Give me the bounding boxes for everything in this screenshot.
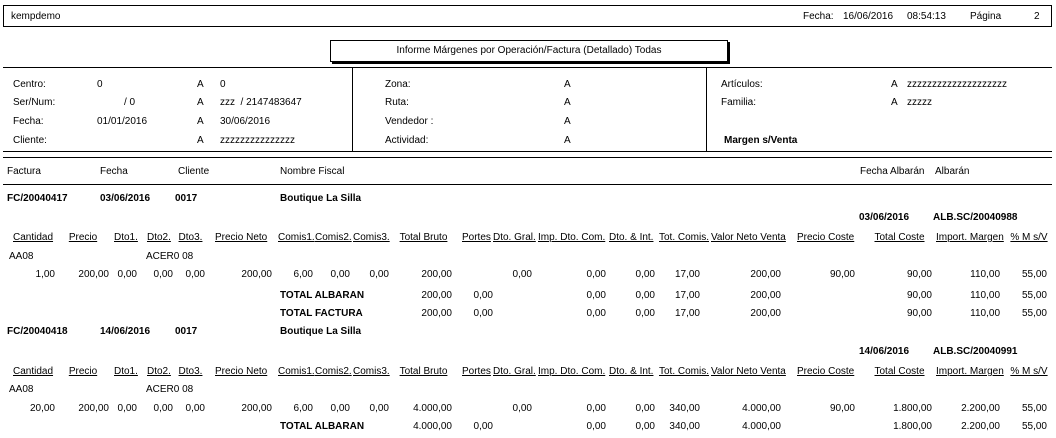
filter-zona-label: Zona: — [385, 79, 411, 90]
filters-bottom-rule — [3, 151, 1052, 152]
column-header: Dto1. — [114, 366, 138, 377]
filter-actividad-a: A — [564, 135, 571, 146]
filter-articulos-label: Artículos: — [721, 79, 763, 90]
total-factura-label: TOTAL FACTURA — [280, 308, 363, 319]
column-header: Portes — [462, 366, 491, 377]
line-cell: 90,00 — [906, 269, 932, 280]
column-header: Total Bruto — [399, 232, 448, 243]
line-cell: 200,00 — [750, 269, 781, 280]
invoice-date: 14/06/2016 — [100, 326, 151, 337]
date-label: Fecha: — [803, 11, 834, 22]
column-header: Precio — [68, 366, 98, 377]
column-header: Dto2. — [147, 366, 171, 377]
line-cell: 0,00 — [117, 403, 137, 414]
total-albaran-cell: 0,00 — [473, 290, 493, 301]
total-albaran-cell: 200,00 — [421, 290, 452, 301]
total-albaran-cell: 0,00 — [586, 421, 606, 432]
column-header: Dto2. — [147, 232, 171, 243]
column-header: Imp. Dto. Com. — [538, 366, 606, 377]
line-cell: 200,00 — [241, 269, 272, 280]
filter-sernum-to: zzz / 2147483647 — [220, 97, 302, 108]
column-header: Comis2. — [315, 232, 352, 243]
filter-centro-from: 0 — [97, 79, 103, 90]
column-header: Precio — [68, 232, 98, 243]
line-cell: 6,00 — [293, 269, 313, 280]
filter-centro-label: Centro: — [13, 79, 46, 90]
line-cell: 0,00 — [635, 269, 655, 280]
line-cell: 0,00 — [330, 269, 350, 280]
total-albaran-cell: 4.000,00 — [742, 421, 781, 432]
column-header: Dto3. — [178, 366, 203, 377]
total-albaran-cell: 200,00 — [750, 290, 781, 301]
column-header: Precio Coste — [797, 366, 855, 377]
albaran-date: 03/06/2016 — [859, 212, 910, 223]
page-label: Página — [970, 11, 1002, 22]
albaran-number: ALB.SC/20040991 — [933, 346, 1018, 357]
margin-mode: Margen s/Venta — [724, 135, 798, 146]
line-cell: 0,00 — [330, 403, 350, 414]
line-cell: 90,00 — [829, 269, 855, 280]
total-albaran-cell: 4.000,00 — [413, 421, 452, 432]
filter-zona-a: A — [564, 79, 571, 90]
line-cell: 6,00 — [293, 403, 313, 414]
article-description: ACER0 08 — [146, 251, 194, 262]
page-number: 2 — [1034, 11, 1040, 22]
column-header: Imp. Dto. Com. — [538, 232, 606, 243]
total-albaran-cell: 0,00 — [586, 290, 606, 301]
col-fecha-albaran: Fecha Albarán — [860, 166, 925, 177]
filter-ruta-a: A — [564, 97, 571, 108]
article-code: AA08 — [9, 251, 34, 262]
list-header-bottom-rule — [3, 184, 1052, 185]
line-cell: 4.000,00 — [742, 403, 781, 414]
invoice-client: 0017 — [175, 326, 198, 337]
filter-articulos-to: zzzzzzzzzzzzzzzzzzzz — [907, 79, 1007, 90]
filters-divider-1 — [352, 67, 353, 151]
report-header-bar — [3, 5, 1052, 27]
line-cell: 0,00 — [153, 403, 173, 414]
column-header: Dto3. — [178, 232, 203, 243]
line-cell: 0,00 — [153, 269, 173, 280]
line-cell: 0,00 — [185, 269, 205, 280]
col-albaran: Albarán — [935, 166, 970, 177]
line-cell: 0,00 — [185, 403, 205, 414]
total-albaran-cell: 55,00 — [1021, 290, 1047, 301]
total-albaran-cell: 90,00 — [906, 290, 932, 301]
total-albaran-cell: 110,00 — [970, 290, 1000, 301]
column-header: Dto. & Int. — [609, 366, 654, 377]
total-factura-cell: 90,00 — [906, 308, 932, 319]
filter-fecha-to: 30/06/2016 — [220, 116, 271, 127]
invoice-number: FC/20040418 — [7, 326, 68, 337]
line-cell: 55,00 — [1021, 403, 1047, 414]
line-cell: 110,00 — [970, 269, 1000, 280]
invoice-client-name: Boutique La Silla — [280, 326, 362, 337]
filter-centro-a: A — [197, 79, 204, 90]
filter-actividad-label: Actividad: — [385, 135, 429, 146]
albaran-number: ALB.SC/20040988 — [933, 212, 1018, 223]
line-cell: 200,00 — [421, 269, 452, 280]
report-date: 16/06/2016 — [843, 11, 894, 22]
column-header: Comis2. — [315, 366, 352, 377]
line-cell: 1.800,00 — [893, 403, 932, 414]
total-albaran-cell: 55,00 — [1021, 421, 1047, 432]
col-cliente: Cliente — [178, 166, 210, 177]
total-factura-cell: 200,00 — [421, 308, 452, 319]
line-cell: 0,00 — [369, 269, 389, 280]
article-description: ACER0 08 — [146, 384, 194, 395]
line-cell: 200,00 — [78, 403, 109, 414]
line-cell: 0,00 — [512, 403, 532, 414]
line-cell: 200,00 — [241, 403, 272, 414]
albaran-date: 14/06/2016 — [859, 346, 910, 357]
line-cell: 0,00 — [512, 269, 532, 280]
filter-fecha-label: Fecha: — [13, 116, 44, 127]
line-cell: 0,00 — [586, 403, 606, 414]
total-albaran-cell: 2.200,00 — [961, 421, 1000, 432]
column-header: % M s/V — [1010, 232, 1048, 243]
line-cell: 55,00 — [1021, 269, 1047, 280]
col-fecha: Fecha — [100, 166, 128, 177]
filter-cliente-a: A — [197, 135, 204, 146]
invoice-client-name: Boutique La Silla — [280, 193, 362, 204]
column-header: Dto1. — [114, 232, 138, 243]
line-cell: 200,00 — [78, 269, 109, 280]
total-albaran-label: TOTAL ALBARAN — [280, 290, 365, 301]
total-factura-cell: 55,00 — [1021, 308, 1047, 319]
report-time: 08:54:13 — [907, 11, 946, 22]
column-header: Dto. Gral. — [493, 366, 536, 377]
total-albaran-cell: 0,00 — [473, 421, 493, 432]
total-albaran-label: TOTAL ALBARAN — [280, 421, 365, 432]
filter-sernum-from: / 0 — [124, 97, 136, 108]
invoice-number: FC/20040417 — [7, 193, 68, 204]
filters-top-rule — [3, 67, 1052, 68]
filter-centro-to: 0 — [220, 79, 226, 90]
filter-familia-to: zzzzz — [907, 97, 932, 108]
column-header: Comis3. — [353, 366, 390, 377]
line-cell: 0,00 — [369, 403, 389, 414]
column-header: Total Coste — [874, 366, 925, 377]
column-header: Portes — [462, 232, 491, 243]
col-factura: Factura — [7, 166, 41, 177]
report-title: Informe Márgenes por Operación/Factura (Detallado) Todas — [396, 45, 662, 56]
column-header: Valor Neto Venta — [711, 366, 786, 377]
total-factura-cell: 17,00 — [674, 308, 700, 319]
line-cell: 4.000,00 — [413, 403, 452, 414]
column-header: Valor Neto Venta — [711, 232, 786, 243]
column-header: Import. Margen — [936, 366, 1004, 377]
total-factura-cell: 0,00 — [586, 308, 606, 319]
filter-familia-label: Familia: — [721, 97, 757, 108]
filter-cliente-label: Cliente: — [13, 135, 47, 146]
filter-vendedor-label: Vendedor : — [385, 116, 434, 127]
col-nombre-fiscal: Nombre Fiscal — [280, 166, 345, 177]
filters-divider-2 — [706, 67, 707, 151]
filter-vendedor-a: A — [564, 116, 571, 127]
line-cell: 90,00 — [829, 403, 855, 414]
column-header: Comis1. — [278, 366, 315, 377]
column-header: Comis1. — [278, 232, 315, 243]
filter-articulos-a: A — [891, 79, 898, 90]
total-factura-cell: 200,00 — [750, 308, 781, 319]
column-header: Precio Coste — [797, 232, 855, 243]
line-cell: 20,00 — [29, 403, 55, 414]
filter-fecha-a: A — [197, 116, 204, 127]
filter-familia-a: A — [891, 97, 898, 108]
column-header: Cantidad — [13, 366, 54, 377]
column-header: Total Bruto — [399, 366, 448, 377]
total-albaran-cell: 1.800,00 — [893, 421, 932, 432]
company-name: kempdemo — [11, 11, 61, 22]
invoice-date: 03/06/2016 — [100, 193, 151, 204]
line-cell: 2.200,00 — [961, 403, 1000, 414]
column-header: Precio Neto — [215, 366, 268, 377]
total-factura-cell: 0,00 — [473, 308, 493, 319]
line-cell: 1,00 — [35, 269, 55, 280]
column-header: Precio Neto — [215, 232, 268, 243]
line-cell: 0,00 — [635, 403, 655, 414]
total-albaran-cell: 340,00 — [669, 421, 700, 432]
line-cell: 17,00 — [674, 269, 700, 280]
total-factura-cell: 110,00 — [970, 308, 1000, 319]
list-header-top-rule — [3, 157, 1052, 158]
column-header: Tot. Comis. — [659, 366, 710, 377]
article-code: AA08 — [9, 384, 34, 395]
total-factura-cell: 0,00 — [635, 308, 655, 319]
line-cell: 340,00 — [669, 403, 700, 414]
invoice-client: 0017 — [175, 193, 198, 204]
total-albaran-cell: 17,00 — [674, 290, 700, 301]
column-header: Dto. Gral. — [493, 232, 536, 243]
column-header: Import. Margen — [936, 232, 1004, 243]
filter-cliente-to: zzzzzzzzzzzzzzz — [220, 135, 295, 146]
filter-ruta-label: Ruta: — [385, 97, 409, 108]
total-albaran-cell: 0,00 — [635, 421, 655, 432]
filter-sernum-a: A — [197, 97, 204, 108]
filter-fecha-from: 01/01/2016 — [97, 116, 148, 127]
column-header: Comis3. — [353, 232, 390, 243]
column-header: % M s/V — [1010, 366, 1048, 377]
column-header: Dto. & Int. — [609, 232, 654, 243]
column-header: Tot. Comis. — [659, 232, 710, 243]
column-header: Total Coste — [874, 232, 925, 243]
line-cell: 0,00 — [586, 269, 606, 280]
total-albaran-cell: 0,00 — [635, 290, 655, 301]
line-cell: 0,00 — [117, 269, 137, 280]
column-header: Cantidad — [13, 232, 54, 243]
filter-sernum-label: Ser/Num: — [13, 97, 56, 108]
